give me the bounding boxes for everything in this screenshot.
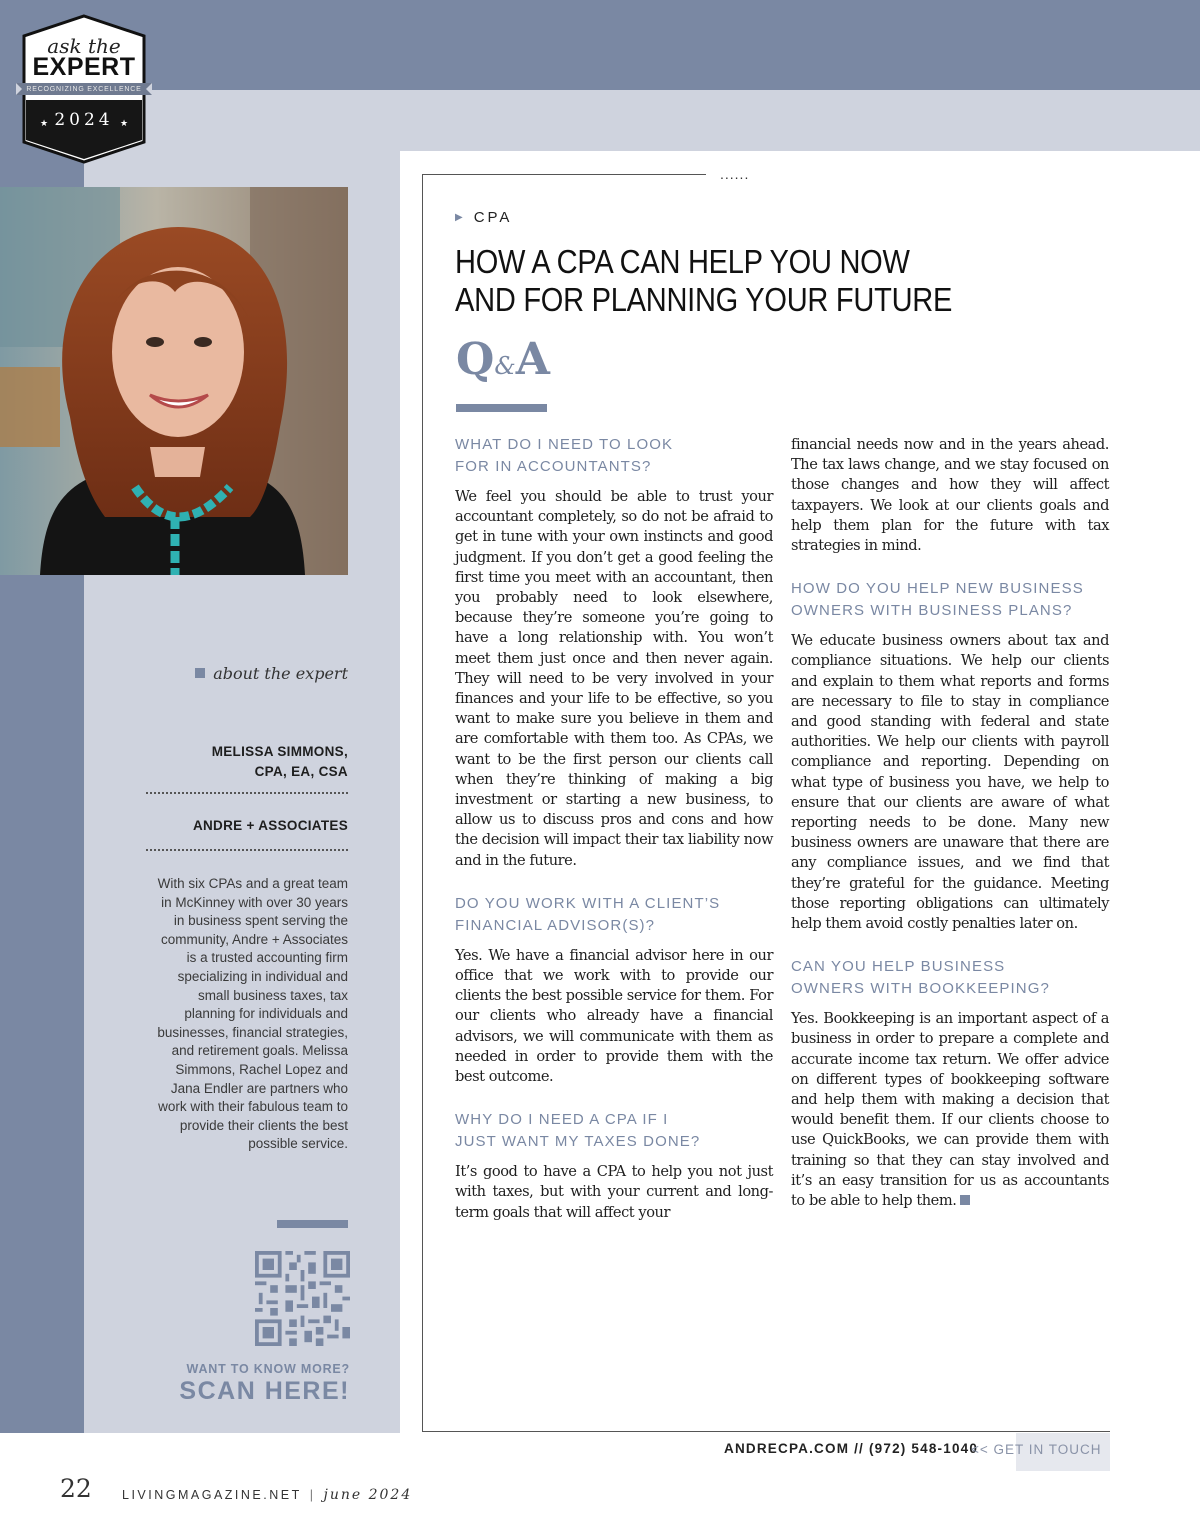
top-color-band <box>0 0 1200 90</box>
page-number: 22 <box>60 1474 92 1503</box>
svg-text:★: ★ <box>120 119 129 129</box>
article-column-right <box>791 435 1109 1233</box>
dotted-divider <box>146 792 348 794</box>
badge-expert: EXPERT <box>32 53 136 81</box>
ask-the-expert-badge <box>14 14 154 164</box>
triangle-bullet-icon: ▶ <box>455 212 466 223</box>
qa-heading: Q&A <box>456 334 550 385</box>
article-headline: HOW A CPA CAN HELP YOU NOW AND FOR PLANNING YOUR FUTURE <box>455 243 953 318</box>
get-in-touch-link[interactable]: << GET IN TOUCH <box>971 1442 1102 1457</box>
expert-portrait-photo <box>0 187 348 575</box>
badge-year: 2024 <box>54 110 114 130</box>
firm-name: ANDRE + ASSOCIATES <box>192 818 348 833</box>
frame-dots: ...... <box>720 166 750 182</box>
contact-info[interactable]: ANDRECPA.COM // (972) 548-1040 <box>724 1441 979 1456</box>
question-heading: HOW DO YOU HELP NEW BUSINESS OWNERS WITH BUSINESS PLANS? <box>791 580 1084 620</box>
answer-paragraph-continued: financial needs now and in the years ahead. The tax laws change, and we stay focused on those changes and how they will affect taxpayers. We look at our clients goals and help them plan for the future with tax strategies in mind. <box>791 436 1109 555</box>
answer-paragraph: Yes. We have a financial advisor here in our office that we work with to provide our clients the best possible service for them. For our clients who already have a financial advisors, we will communicate with them as needed in order to provide them with the best outcome. <box>455 946 773 1086</box>
accent-bar <box>456 404 547 412</box>
qr-code[interactable] <box>255 1251 350 1346</box>
scan-here: SCAN HERE! <box>179 1377 350 1405</box>
want-to-know-more: WANT TO KNOW MORE? <box>186 1362 350 1376</box>
question-heading: DO YOU WORK WITH A CLIENT’S FINANCIAL ADVISOR(S)? <box>455 894 721 934</box>
section-kicker: ▶ CPA <box>455 209 513 226</box>
question-heading: WHAT DO I NEED TO LOOK FOR IN ACCOUNTANTS? <box>455 436 674 475</box>
answer-paragraph: We educate business owners about tax and compliance situations. We help our clients and explain to them what reports and forms are necessary to file to stay in compliance and good standing with federal and state authorities. We help our clients with payroll compliance and reporting. Depending on what type of business you have, we help to ensure that our clients are aware of what reporting needs to be done. Many new business owners are unaware that there are any compliance issues, and we find that they’re grateful for the guidance. Meeting those reporting obligations can ultimately help them avoid costly penalties later on. <box>791 632 1109 933</box>
badge-ask-the: ask the <box>47 34 121 58</box>
square-bullet-icon <box>195 668 205 678</box>
end-mark-icon <box>960 1195 970 1205</box>
answer-paragraph: We feel you should be able to trust your accountant completely, so do not be afraid to get in tune with your own instincts and good judgment. If you don’t get a good feeling the first time you meet with an accountant, then you probably need to look elsewhere, because they’re someone you’re going to have a long relationship with. You won’t meet them just once and then never again. They will need to be very involved in your finances and your life to be effective, so you want to make sure you believe in them and are comfortable with them too. As CPAs, we want to be the first person our clients call when they’re thinking of making a big investment or starting a new business, to allow us to discuss pros and cons and how the decision will impact their tax liability now and in the future. <box>455 488 773 869</box>
question-heading: CAN YOU HELP BUSINESS OWNERS WITH BOOKKEEPING? <box>791 958 1050 998</box>
expert-name: MELISSA SIMMONS, CPA, EA, CSA <box>211 744 348 779</box>
about-the-expert-label: about the expert <box>150 664 348 683</box>
header-light-band <box>84 90 1200 151</box>
answer-paragraph: Yes. Bookkeeping is an important aspect of a business in order to prepare a complete and accurate income tax return. We offer advice on different types of bookkeeping software and help them with making a decision that would benefit them. If our clients choose to use QuickBooks, we can provide them with training so that they can stay involved and it’s an easy transition for us as accountants to be able to help them. <box>791 1010 1109 1210</box>
svg-text:★: ★ <box>40 119 49 129</box>
accent-bar <box>277 1220 348 1228</box>
question-heading: WHY DO I NEED A CPA IF I JUST WANT MY TAXES DONE? <box>455 1111 701 1151</box>
answer-paragraph: It’s good to have a CPA to help you not just with taxes, but with your current and long-term goals that will affect your <box>455 1163 773 1221</box>
dotted-divider <box>146 849 348 851</box>
article-column-left <box>455 434 773 1245</box>
badge-ribbon-text: RECOGNIZING EXCELLENCE <box>26 86 142 93</box>
publication-footer: LIVINGMAGAZINE.NET | june 2024 <box>122 1487 413 1503</box>
frame-top-line <box>422 174 706 175</box>
firm-description: With six CPAs and a great team in McKinney with over 30 years in business spent serving the community, Andre + Associates is a trusted accounting firm specializing in individual and small business taxes, tax planning for individuals and businesses, financial strategies, and retirement goals. Melissa Simmons, Rachel Lopez and Jana Endler are partners who work with their fabulous team to provide their clients the best possible service. <box>157 876 348 1152</box>
